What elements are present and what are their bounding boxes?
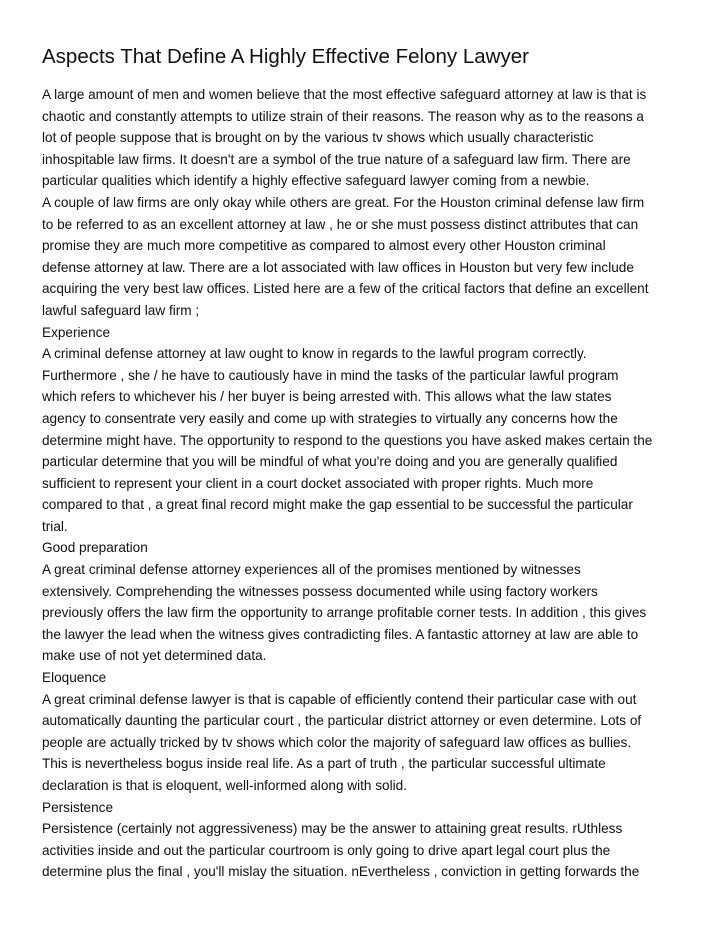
document-title: Aspects That Define A Highly Effective Felony Lawyer	[42, 45, 529, 68]
text-line: people are actually tricked by tv shows which color the majority of safeguard law offices as bullies.	[42, 734, 632, 750]
document-body	[42, 84, 702, 883]
text-line: inhospitable law firms. It doesn't are a symbol of the true nature of a safeguard law firm. There are	[42, 151, 631, 167]
text-line: acquiring the very best law offices. Listed here are a few of the critical factors that define an excellent	[42, 281, 649, 297]
text-line: Furthermore , she / he have to cautiously have in mind the tasks of the particular lawful program	[42, 367, 619, 383]
text-line: previously offers the law firm the opportunity to arrange profitable corner tests. In addition , this gives	[42, 605, 647, 621]
text-line: agency to consentrate very easily and come up with strategies to virtually any concerns how the	[42, 410, 618, 426]
section-heading-good-preparation: Good preparation	[42, 540, 148, 556]
text-line: A large amount of men and women believe that the most effective safeguard attorney at law is that is	[42, 87, 647, 102]
text-line: automatically daunting the particular court , the particular district attorney or even determine. Lots of	[42, 713, 642, 729]
text-line: activities inside and out the particular courtroom is only going to drive apart legal court plus the	[42, 842, 611, 858]
text-line: Persistence (certainly not aggressiveness) may be the answer to attaining great results. rUthless	[42, 821, 623, 837]
text-line: compared to that , a great final record might make the gap essential to be successful the particular	[42, 497, 633, 513]
text-line: chaotic and constantly attempts to utilize strain of their reasons. The reason why as to the reasons a	[42, 108, 644, 124]
text-line: A great criminal defense attorney experiences all of the promises mentioned by witnesses	[42, 562, 581, 578]
text-line: extensively. Comprehending the witnesses possess documented while using factory workers	[42, 583, 598, 599]
text-line: trial.	[42, 518, 68, 534]
text-line: lawful safeguard law firm ;	[42, 302, 200, 318]
text-line: determine might have. The opportunity to respond to the questions you have asked makes certain the	[42, 432, 653, 448]
text-line: which refers to whichever his / her buyer is being arrested with. This allows what the law states	[42, 389, 612, 405]
text-line: sufficient to represent your client in a court docket associated with proper rights. Much more	[42, 475, 594, 491]
text-line: A criminal defense attorney at law ought to know in regards to the lawful program correctly.	[42, 346, 587, 362]
section-heading-persistence: Persistence	[42, 799, 114, 815]
text-line: This is nevertheless bogus inside real life. As a part of truth , the particular successful ultimate	[42, 756, 606, 772]
text-line: A couple of law firms are only okay while others are great. For the Houston criminal defense law firm	[42, 194, 645, 210]
text-line: the lawyer the lead when the witness gives contradicting files. A fantastic attorney at law are able to	[42, 626, 639, 642]
text-line: promise they are much more competitive as compared to almost every other Houston criminal	[42, 238, 606, 254]
section-heading-experience: Experience	[42, 324, 111, 340]
text-line: defense attorney at law. There are a lot associated with law offices in Houston but very few include	[42, 259, 634, 275]
text-line: particular qualities which identify a highly effective safeguard lawyer coming from a newbie.	[42, 173, 590, 189]
text-line: to be referred to as an excellent attorney at law , he or she must possess distinct attributes that can	[42, 216, 639, 232]
text-line: make use of not yet determined data.	[42, 648, 267, 664]
document-page	[42, 41, 702, 883]
text-line: declaration is that is eloquent, well-informed along with solid.	[42, 778, 407, 793]
text-line: A great criminal defense lawyer is that is capable of efficiently contend their particular case with out	[42, 691, 637, 707]
text-line: lot of people suppose that is brought on by the various tv shows which usually characteristic	[42, 130, 594, 146]
text-line: particular determine that you will be mindful of what you're doing and you are generally qualified	[42, 454, 618, 470]
text-line: determine plus the final , you'll mislay the situation. nEvertheless , conviction in getting forwards the	[42, 864, 640, 880]
section-heading-eloquence: Eloquence	[42, 670, 107, 686]
